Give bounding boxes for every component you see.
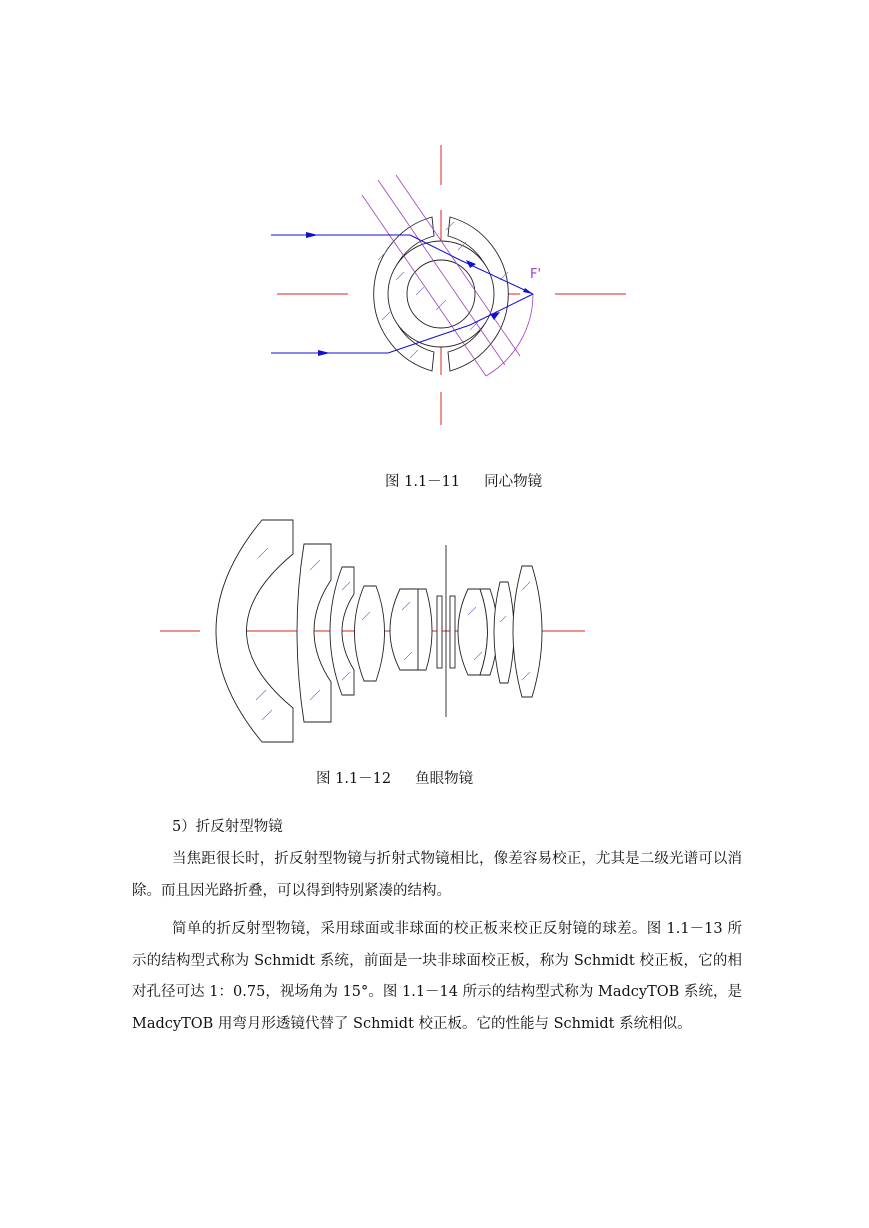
- aperture-plate: [450, 596, 455, 668]
- figure-number: 图 1.1－11: [385, 474, 461, 490]
- rear-doublet-lens: [458, 589, 488, 675]
- doublet-lens: [390, 589, 418, 670]
- arrow-icon: [318, 350, 330, 356]
- doublet-lens-rear: [418, 589, 432, 670]
- biconvex-lens-1: [355, 586, 385, 681]
- figure-title: 鱼眼物镜: [415, 771, 474, 787]
- figure-title: 同心物镜: [484, 474, 543, 490]
- arrow-icon: [306, 232, 318, 238]
- fisheye-objective-diagram: [0, 510, 869, 750]
- section-heading: 5）折反射型物镜: [172, 819, 283, 835]
- figure-number: 图 1.1－12: [316, 771, 392, 787]
- rear-lens-1: [494, 582, 514, 683]
- focal-point-label: F': [530, 267, 542, 282]
- concentric-objective-diagram: [0, 140, 869, 440]
- arrow-icon: [523, 288, 533, 294]
- body-paragraph: 当焦距很长时，折反射型物镜与折射式物镜相比，像差容易校正，尤其是二级光谱可以消除。而且因光路折叠，可以得到特别紧凑的结构。: [132, 851, 742, 899]
- meniscus-lens-2: [297, 544, 331, 722]
- figure-caption-concentric: [385, 470, 542, 491]
- aperture-plate: [437, 596, 442, 668]
- figure-caption-fisheye: [316, 767, 473, 788]
- body-paragraph: 简单的折反射型物镜，采用球面或非球面的校正板来校正反射镜的球差。图 1.1－13 所示的结构型式称为 Schmidt 系统，前面是一块非球面校正板，称为 Schmidt 校正板，它的相对孔径可达 1：0.75，视场角为 15°。图 1.1－14 所示的结构型式称为 MadcyTOB 系统，是 MadcyTOB 用弯月形透镜代替了 Schmidt 校正板。它的性能与 Schmidt 系统相似。: [132, 921, 742, 1032]
- rear-lens-2: [513, 566, 542, 697]
